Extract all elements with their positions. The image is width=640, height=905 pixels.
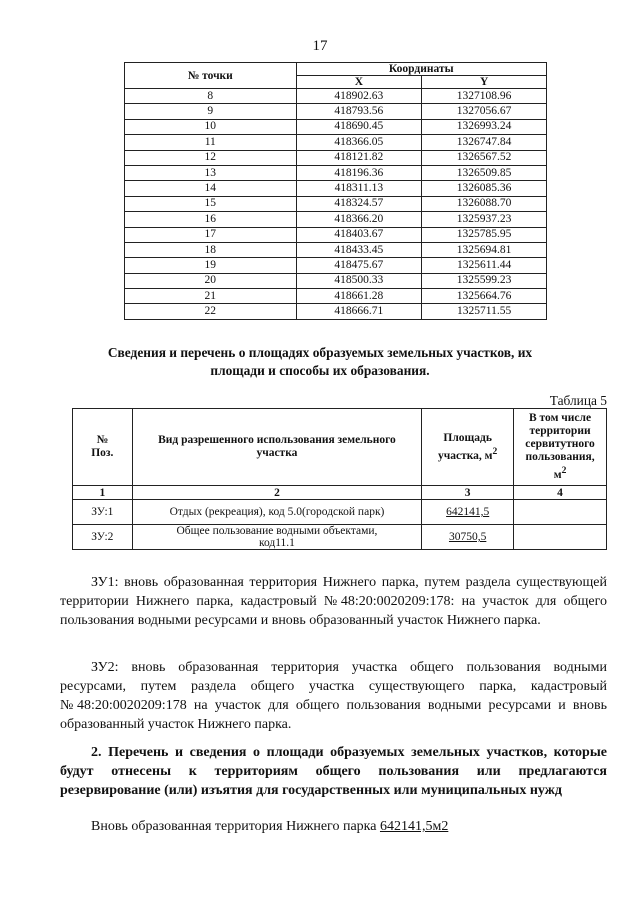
coord-y: 1325664.76 (422, 289, 547, 304)
table-row (125, 289, 547, 304)
coord-x: 418433.45 (296, 242, 422, 257)
point-number: 17 (125, 227, 297, 242)
point-number: 9 (125, 104, 297, 119)
header-servitude-text (521, 412, 599, 482)
plot-area-value: 30750,5 (448, 531, 487, 543)
coord-x: 418403.67 (296, 227, 422, 242)
point-number: 21 (125, 289, 297, 304)
table-row (125, 150, 547, 165)
header-area-label: Площадь участка, м (437, 431, 493, 462)
table5-caption: Таблица 5 (549, 393, 607, 408)
coord-y: 1327056.67 (422, 104, 547, 119)
coord-x: 418324.57 (296, 196, 422, 211)
point-number: 16 (125, 212, 297, 227)
coord-x: 418661.28 (296, 289, 422, 304)
coord-y: 1325611.44 (422, 258, 547, 273)
coordinates-body (125, 89, 547, 320)
header-area-text (428, 432, 508, 463)
coord-x: 418690.45 (296, 119, 422, 134)
header-area-sup: 2 (492, 445, 498, 457)
header-position-text: № Поз. (91, 434, 114, 459)
point-number: 13 (125, 165, 297, 180)
table-row (125, 212, 547, 227)
point-number: 11 (125, 135, 297, 150)
coordinates-table (124, 62, 547, 320)
plot-area (422, 500, 514, 525)
header-point-number: № точки (125, 63, 297, 89)
table-row (125, 119, 547, 134)
coord-y: 1326085.36 (422, 181, 547, 196)
col-number-3: 3 (422, 486, 514, 500)
coord-x: 418475.67 (296, 258, 422, 273)
coord-x: 418311.13 (296, 181, 422, 196)
coord-y: 1325599.23 (422, 273, 547, 288)
point-number: 20 (125, 273, 297, 288)
header-position (73, 409, 133, 486)
coord-y: 1326509.85 (422, 165, 547, 180)
section-heading-areas: Сведения и перечень о площадях образуемых земельных участков, их площади и способы их образования. (107, 345, 533, 378)
table-row (125, 165, 547, 180)
plot-use (132, 525, 422, 550)
coord-x: 418666.71 (296, 304, 422, 319)
coord-y: 1325785.95 (422, 227, 547, 242)
land-plots-table (72, 408, 607, 550)
coord-y: 1325711.55 (422, 304, 547, 319)
coord-y: 1326993.24 (422, 119, 547, 134)
header-servitude (514, 409, 607, 486)
header-x: X (296, 76, 422, 89)
table-row (73, 525, 607, 550)
plot-servitude (514, 525, 607, 550)
coord-y: 1326747.84 (422, 135, 547, 150)
table-row (125, 89, 547, 104)
plot-position: ЗУ:2 (73, 525, 133, 550)
header-servitude-sup: 2 (561, 465, 567, 477)
coord-x: 418366.20 (296, 212, 422, 227)
table-row (125, 181, 547, 196)
table-row (125, 258, 547, 273)
table-row (125, 104, 547, 119)
col-number-1: 1 (73, 486, 133, 500)
point-number: 19 (125, 258, 297, 273)
table-row (73, 500, 607, 525)
coord-x: 418121.82 (296, 150, 422, 165)
header-coordinates: Координаты (296, 63, 547, 76)
coord-y: 1325937.23 (422, 212, 547, 227)
header-servitude-label: В том числе территории сервитутного пользования, м (525, 412, 595, 481)
plot-use: Отдых (рекреация), код 5.0(городской парк) (132, 500, 422, 525)
plot-area (422, 525, 514, 550)
coord-x: 418366.05 (296, 135, 422, 150)
table-row (125, 304, 547, 319)
point-number: 12 (125, 150, 297, 165)
table-row (125, 242, 547, 257)
point-number: 10 (125, 119, 297, 134)
plot-use-text: Общее пользование водными объектами, код11.1 (176, 525, 378, 549)
new-territory-text: Вновь образованная территория Нижнего парка (91, 819, 380, 834)
header-area (422, 409, 514, 486)
col-number-4: 4 (514, 486, 607, 500)
header-y: Y (422, 76, 547, 89)
coord-y: 1326088.70 (422, 196, 547, 211)
plot-position: ЗУ:1 (73, 500, 133, 525)
point-number: 18 (125, 242, 297, 257)
coord-x: 418902.63 (296, 89, 422, 104)
table-row (125, 196, 547, 211)
section-heading-public-use: 2. Перечень и сведения о площади образуемых земельных участков, которые будут отнесены к территориям общего пользования или предлагаются резервирование (или) изъятия для государственных или муниципальных нужд (60, 745, 607, 798)
table-row (125, 135, 547, 150)
plot-area-value: 642141,5 (446, 506, 490, 518)
point-number: 14 (125, 181, 297, 196)
point-number: 15 (125, 196, 297, 211)
paragraph-zu2: ЗУ2: вновь образованная территория участка общего пользования водными ресурсами, путем раздела общего участка существующего парка, кадастровый №48:20:0020209:178 на участок для общего пользования водными ресурсами и вновь образованный участок Нижнего парка. (60, 660, 607, 732)
coord-y: 1326567.52 (422, 150, 547, 165)
header-permitted-use-text: Вид разрешенного использования земельного участка (158, 434, 396, 459)
new-territory-area: 642141,5м2 (379, 819, 449, 834)
coord-x: 418196.36 (296, 165, 422, 180)
point-number: 8 (125, 89, 297, 104)
paragraph-new-territory (60, 817, 607, 836)
paragraph-zu1: ЗУ1: вновь образованная территория Нижнего парка, путем раздела существующей территории Нижнего парка, кадастровый №48:20:0020209:178: на участок для общего пользования водными ресурсами и вновь образованный участок Нижнего парка. (60, 575, 607, 628)
table-row (125, 227, 547, 242)
point-number: 22 (125, 304, 297, 319)
plot-servitude (514, 500, 607, 525)
coord-y: 1327108.96 (422, 89, 547, 104)
table-row (125, 273, 547, 288)
col-number-2: 2 (132, 486, 422, 500)
coord-x: 418793.56 (296, 104, 422, 119)
coord-x: 418500.33 (296, 273, 422, 288)
page-number: 17 (312, 38, 328, 54)
header-permitted-use (132, 409, 422, 486)
coord-y: 1325694.81 (422, 242, 547, 257)
